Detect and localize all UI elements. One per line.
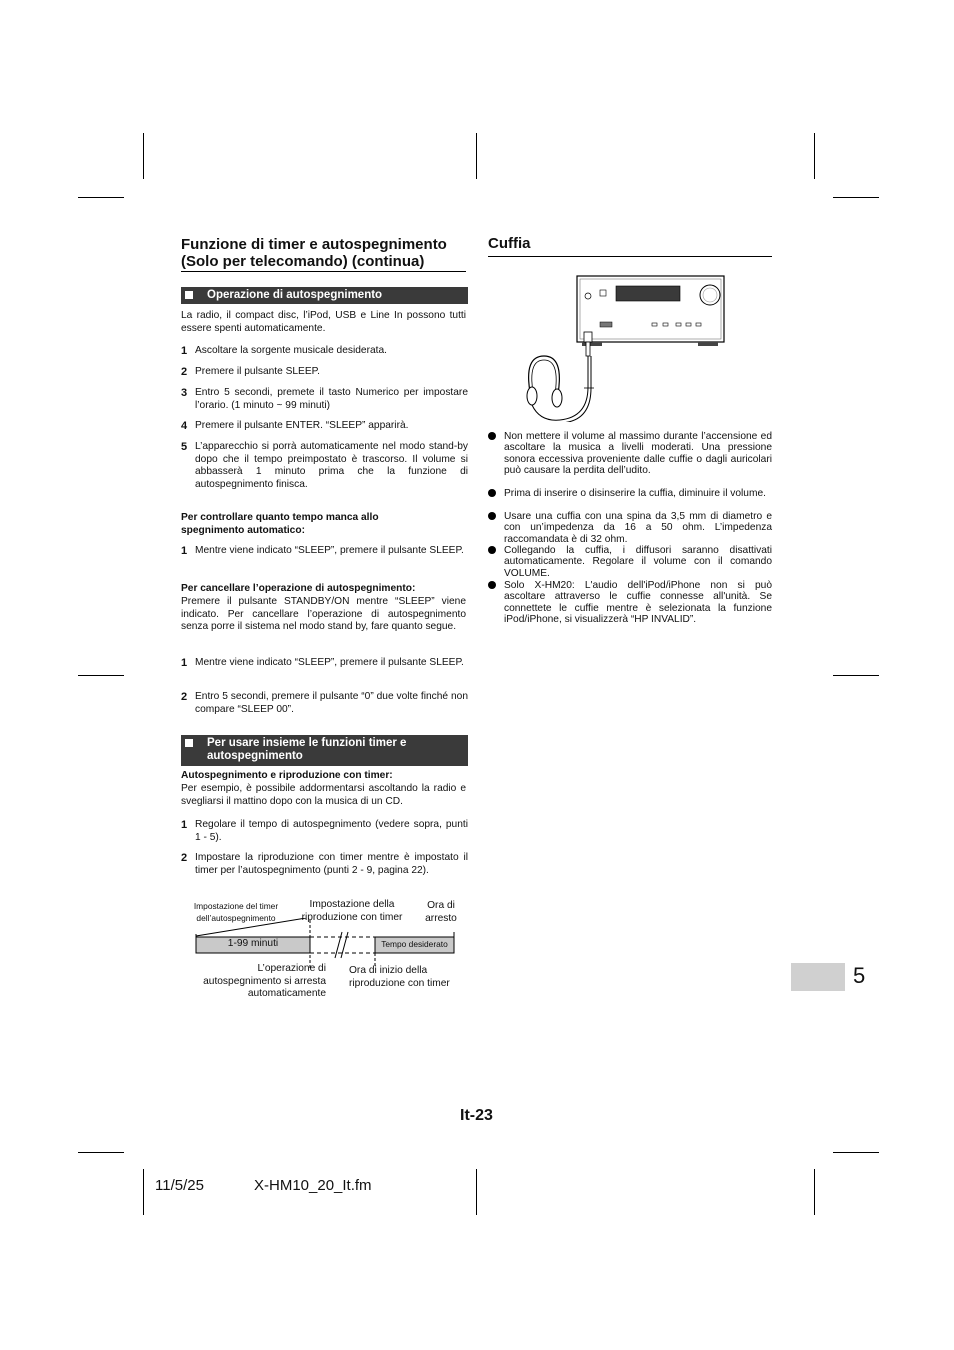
diagram-label-stop-time: Ora di arresto [425,900,457,924]
square-bullet-icon [185,291,193,299]
diagram-label-timer-setting: Impostazione della riproduzione con timer [301,899,403,923]
crop-mark [833,197,879,198]
diagram-bar-right: Tempo desiderato [381,939,448,949]
check-heading: Per controllare quanto tempo manca allo spegnimento automatico: [181,512,379,536]
diagram-label-sleep-setting: Impostazione del timer dell’autospegnimento [193,901,279,923]
bullet-item: Solo X-HM20: L'audio dell'iPod/iPhone non si può ascoltare attraverso le cuffie connesse all'unità. Se connettete le cuffie mentre è selezionata la funzione iPod/iPhone, si visualizzerà “HP INVALID”. [488,580,772,625]
crop-mark [78,197,124,198]
section-title-cuffia: Cuffia [488,235,531,252]
crop-mark [814,1169,815,1215]
diagram-label-auto-off: L’operazione di autospegnimento si arresta automaticamente [203,963,326,999]
step-item: 5 L’apparecchio si porrà automaticamente nel modo stand-by dopo che il tempo preimpostato è trascorso. Il volume si abbasserà 1 minuto prima che la funzione di autospegnimento finisca. [181,441,468,491]
section-band-sleep: Operazione di autospegnimento [181,287,468,304]
crop-mark [78,1152,124,1153]
page-number: It-23 [460,1107,493,1124]
step-item: 1 Mentre viene indicato “SLEEP”, premere il pulsante SLEEP. [181,657,464,669]
page-tab-number: 5 [853,963,866,988]
step-item: 4 Premere il pulsante ENTER. “SLEEP” apparirà. [181,420,409,432]
cancel-heading: Per cancellare l’operazione di autospegnimento: [181,583,416,594]
crop-mark [78,675,124,676]
step-item: 2 Impostare la riproduzione con timer mentre è impostato il timer per l’autospegnimento (punti 2 - 9, pagina 22). [181,852,468,876]
diagram-label-start-time: Ora di inizio della riproduzione con timer [349,965,450,989]
bullet-item: Prima di inserire o disinserire la cuffia, diminuire il volume. [488,488,772,499]
page-tab [791,963,845,991]
step-item: 2 Premere il pulsante SLEEP. [181,366,320,378]
crop-mark [143,1169,144,1215]
bullet-item: Usare una cuffia con una spina da 3,5 mm di diametro e con un’impedenza da 16 a 50 ohm. L’impedenza raccomandata è di 32 ohm. [488,511,772,545]
cancel-text: Premere il pulsante STANDBY/ON mentre “SLEEP” viene indicato. Per cancellare l’operazione di autospegnimento senza porre il sistema nel modo stand by, fare quanto segue. [181,596,466,633]
crop-mark [833,675,879,676]
step-item: 1 Regolare il tempo di autospegnimento (vedere sopra, punti 1 - 5). [181,819,468,843]
title-rule [488,256,772,257]
section-band-combo: Per usare insieme le funzioni timer e autospegnimento [181,735,468,766]
crop-mark [814,133,815,179]
step-item: 1 Mentre viene indicato “SLEEP”, premere il pulsante SLEEP. [181,545,464,557]
step-item: 3 Entro 5 secondi, premete il tasto Numerico per impostare l’orario. (1 minuto ~ 99 minuti) [181,387,468,411]
bullet-item: Non mettere il volume al massimo durante l’accensione ed ascoltare la musica a livelli moderati. Una pressione sonora eccessiva proveniente dalle cuffie o dagli auricolari può causare la perdita dell’udito. [488,431,772,476]
step-item: 1 Ascoltare la sorgente musicale desiderata. [181,345,387,357]
square-bullet-icon [185,739,193,747]
crop-mark [143,133,144,179]
footer-file: X-HM10_20_It.fm [254,1177,372,1194]
crop-mark [476,1169,477,1215]
combo-text: Per esempio, è possibile addormentarsi ascoltando la radio e svegliarsi il mattino dopo con la musica di un CD. [181,783,466,807]
bullet-item: Collegando la cuffia, i diffusori saranno disattivati automaticamente. Regolare il volume con il comando VOLUME. [488,545,772,579]
crop-mark [833,1152,879,1153]
section-title: Funzione di timer e autospegnimento (Solo per telecomando) (continua) [181,236,447,270]
diagram-bar-left: 1-99 minuti [227,938,279,949]
footer-date: 11/5/25 [155,1177,204,1194]
combo-heading: Autospegnimento e riproduzione con timer: [181,770,393,781]
title-rule [181,271,466,272]
headphones-connection-illustration [520,272,732,422]
step-item: 2 Entro 5 secondi, premere il pulsante “0” due volte finché non compare “SLEEP 00”. [181,691,468,715]
crop-mark [476,133,477,179]
intro-text: La radio, il compact disc, l’iPod, USB e Line In possono tutti essere spenti automaticamente. [181,310,466,334]
